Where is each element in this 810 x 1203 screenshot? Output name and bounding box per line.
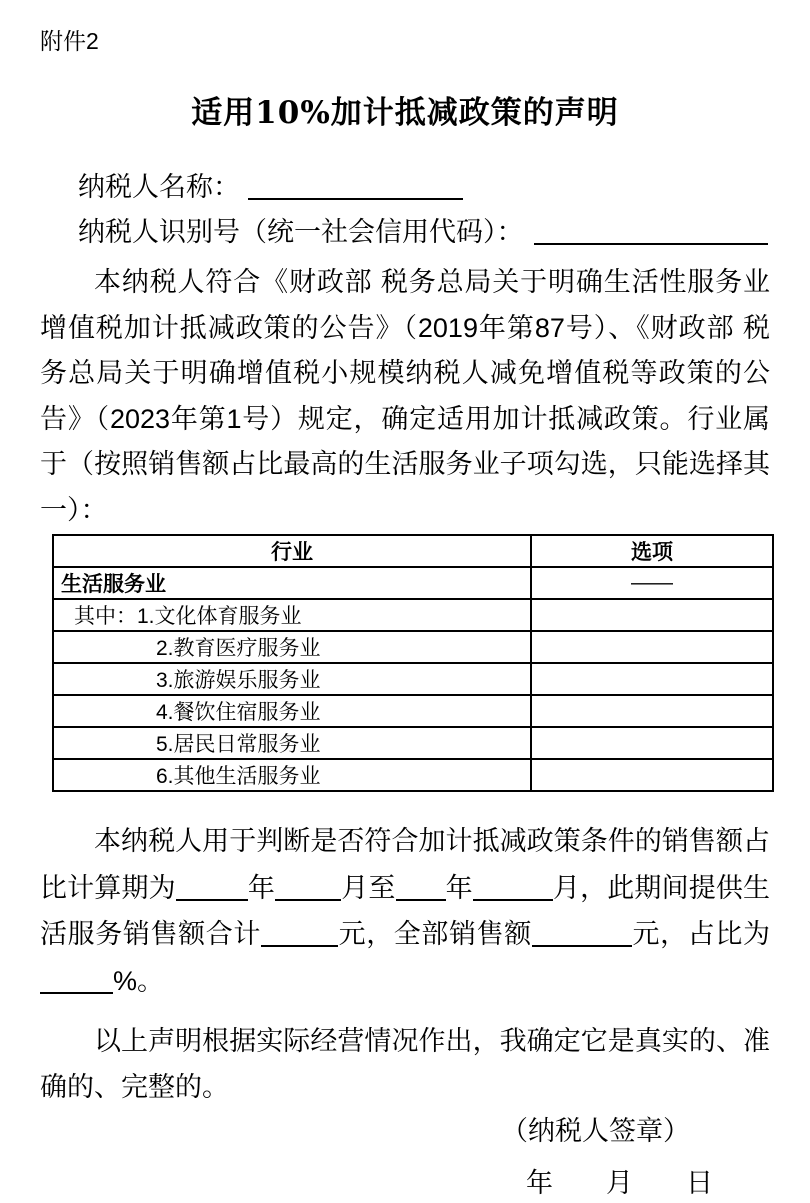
option-cell[interactable] (531, 631, 773, 663)
period-start-month-field[interactable] (275, 881, 341, 901)
industry-cell: 6.其他生活服务业 (53, 759, 531, 791)
ratio-percent-field[interactable] (40, 974, 113, 994)
total-sales-amount-field[interactable] (532, 927, 632, 947)
taxpayer-id-field[interactable] (534, 225, 768, 245)
option-cell[interactable] (531, 727, 773, 759)
date-day-label: 日 (686, 1168, 713, 1198)
date-line (40, 1167, 770, 1199)
option-cell: —— (531, 567, 773, 599)
declaration-document (0, 27, 810, 1199)
eligibility-paragraph: 本纳税人符合《财政部 税务总局关于明确生活性服务业增值税加计抵减政策的公告》（2019年第87号）、《财政部 税务总局关于明确增值税小规模纳税人减免增值税等政策的公告》（2023年第1号）规定，确定适用加计抵减政策。行业属于（按照销售额占比最高的生活服务业子项勾选，只能选择其一）： (40, 267, 770, 525)
option-cell[interactable] (531, 695, 773, 727)
table-header-row (53, 535, 773, 567)
table-row (53, 663, 773, 695)
option-cell[interactable] (531, 759, 773, 791)
table-row (53, 631, 773, 663)
industry-cell: 2.教育医疗服务业 (53, 631, 531, 663)
table-row (53, 599, 773, 631)
percent-label: %。 (113, 965, 165, 996)
ratio-text-intro: 本纳税人用于判断是否符合加计抵减政策条件的销售额占比计算期为 (40, 826, 770, 903)
table-row (53, 695, 773, 727)
period-end-month-field[interactable] (473, 881, 553, 901)
industry-cell: 生活服务业 (53, 567, 531, 599)
page-title: 适用10%加计抵减政策的声明 (191, 95, 619, 131)
year-label: 年 (247, 872, 276, 903)
industry-cell: 4.餐饮住宿服务业 (53, 695, 531, 727)
option-column-header: 选项 (531, 535, 773, 567)
attachment-label: 附件2 (40, 28, 99, 54)
month-to-label: 月至 (341, 872, 396, 903)
header-fields (78, 165, 770, 255)
industry-cell: 其中：1.文化体育服务业 (53, 599, 531, 631)
service-sales-text: 月，此期间提供生活服务销售额合计 (40, 872, 771, 949)
industry-cell: 3.旅游娱乐服务业 (53, 663, 531, 695)
service-sales-amount-field[interactable] (261, 927, 338, 947)
taxpayer-id-line (78, 210, 770, 255)
taxpayer-name-line (78, 165, 770, 210)
taxpayer-signature-label: （纳税人签章） (501, 1116, 690, 1146)
period-start-year-field[interactable] (176, 881, 248, 901)
option-cell[interactable] (531, 599, 773, 631)
taxpayer-id-label: 纳税人识别号（统一社会信用代码）： (78, 217, 524, 247)
date-year-label: 年 (526, 1168, 553, 1198)
period-end-year-field[interactable] (396, 881, 446, 901)
table-row (53, 727, 773, 759)
total-sales-text: 元，全部销售额 (337, 919, 532, 949)
table-row (53, 567, 773, 599)
industry-column-header: 行业 (53, 535, 531, 567)
taxpayer-name-label: 纳税人名称： (78, 172, 240, 202)
year-label: 年 (445, 872, 473, 903)
taxpayer-name-field[interactable] (248, 180, 463, 200)
industry-selection-table (52, 534, 774, 792)
sales-ratio-paragraph (40, 818, 770, 1004)
date-month-label: 月 (606, 1168, 633, 1198)
declaration-paragraph: 以上声明根据实际经营情况作出，我确定它是真实的、准确的、完整的。 (40, 1026, 770, 1102)
industry-cell: 5.居民日常服务业 (53, 727, 531, 759)
table-row (53, 759, 773, 791)
option-cell[interactable] (531, 663, 773, 695)
ratio-text: 元，占比为 (631, 919, 771, 949)
